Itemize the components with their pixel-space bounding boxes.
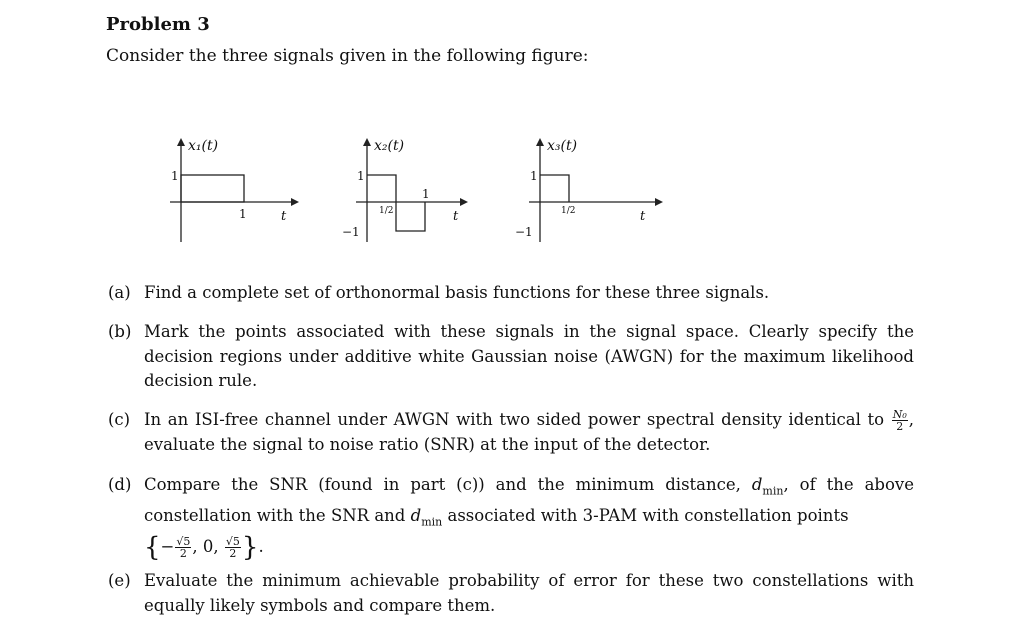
part-b-text: Mark the points associated with these signals in the signal space. Clearly specify the decision regions under additive white Gaussian noise (AWGN) for the maximum likelihood decision rule. [144, 322, 914, 390]
part-c-text [144, 408, 914, 457]
problem-intro: Consider the three signals given in the following figure: [106, 46, 589, 66]
x1-amp-top: 1 [171, 169, 179, 183]
part-c-label: (c) [108, 410, 131, 429]
part-d-label: (d) [108, 475, 132, 494]
part-c-text-2: , [908, 410, 914, 429]
pam-end: . [258, 536, 264, 556]
x3-label: x₃(t) [547, 138, 578, 154]
part-a-label: (a) [108, 283, 131, 302]
dmin-sub: min [762, 484, 784, 498]
x2-amp-top: 1 [357, 169, 365, 183]
part-c [108, 408, 914, 457]
part-e-label: (e) [108, 571, 131, 590]
dmin-symbol: d [751, 475, 763, 494]
pam-neg-num: √5 [176, 534, 191, 548]
pam-point-neg [175, 536, 191, 559]
part-b-label: (b) [108, 322, 132, 341]
part-d-text-1: Compare the SNR (found in part (c)) and the minimum distance, [144, 475, 741, 494]
x1-tick-1: 1 [239, 207, 247, 221]
part-c-text-1: In an ISI-free channel under AWGN with two sided power spectral density identical to [144, 410, 885, 429]
pam-neg-den: 2 [179, 546, 187, 560]
part-d-text: Compare the SNR (found in part (c)) and the minimum distance, $d_{min}$, of the above constellation with the SNR and $d_{min}$ associated with 3-PAM with constellation points {− $\frac{√5}{2}$ , 0, $\frac{√5}{2}$ }. [144, 475, 914, 562]
x2-axis-t: t [453, 209, 459, 224]
dmin-sub-2: min [421, 515, 443, 529]
pam-point-pos [225, 536, 241, 559]
pam-pos-num: √5 [225, 534, 240, 548]
problem-title: Problem 3 [106, 14, 210, 35]
pam-minus: − [160, 536, 175, 556]
x1-axis-t: t [281, 209, 287, 224]
x3-axis-t: t [640, 209, 646, 224]
psd-num: N₀ [892, 408, 907, 421]
part-d-text-3: associated with 3-PAM with constellation points [447, 505, 849, 525]
psd-den: 2 [896, 420, 904, 433]
part-e [108, 569, 914, 618]
part-d-text-2: , of the above constellation with the SNR and [144, 475, 914, 525]
signal-x3-plot [529, 141, 659, 242]
part-d [108, 473, 914, 562]
x3-pulse [540, 175, 569, 202]
x3-amp-top: 1 [530, 169, 538, 183]
signals-figure [160, 125, 680, 250]
signal-x1-plot [170, 141, 296, 242]
part-a-text: Find a complete set of orthonormal basis functions for these three signals. [144, 283, 770, 302]
part-b [108, 320, 914, 394]
x3-tick-half: 1/2 [561, 206, 576, 216]
x1-label: x₁(t) [188, 138, 219, 154]
part-a [108, 281, 914, 306]
noise-psd-fraction [892, 409, 908, 432]
x2-pulse [367, 175, 425, 231]
x1-pulse [181, 175, 244, 202]
x2-amp-bottom: −1 [342, 225, 360, 239]
signal-x2-plot [356, 141, 464, 242]
x2-tick-half: 1/2 [379, 206, 394, 216]
dmin-symbol-2: d [410, 505, 422, 525]
pam-pos-den: 2 [229, 546, 237, 560]
x2-tick-1: 1 [422, 187, 430, 201]
pam-zero: , 0, [192, 536, 219, 556]
x3-amp-bottom: −1 [515, 225, 533, 239]
part-c-text-3: evaluate the signal to noise ratio (SNR) at the input of the detector. [144, 434, 711, 454]
part-e-text: Evaluate the minimum achievable probability of error for these two constellations with equally likely symbols and compare them. [144, 571, 914, 615]
x2-label: x₂(t) [374, 138, 405, 154]
